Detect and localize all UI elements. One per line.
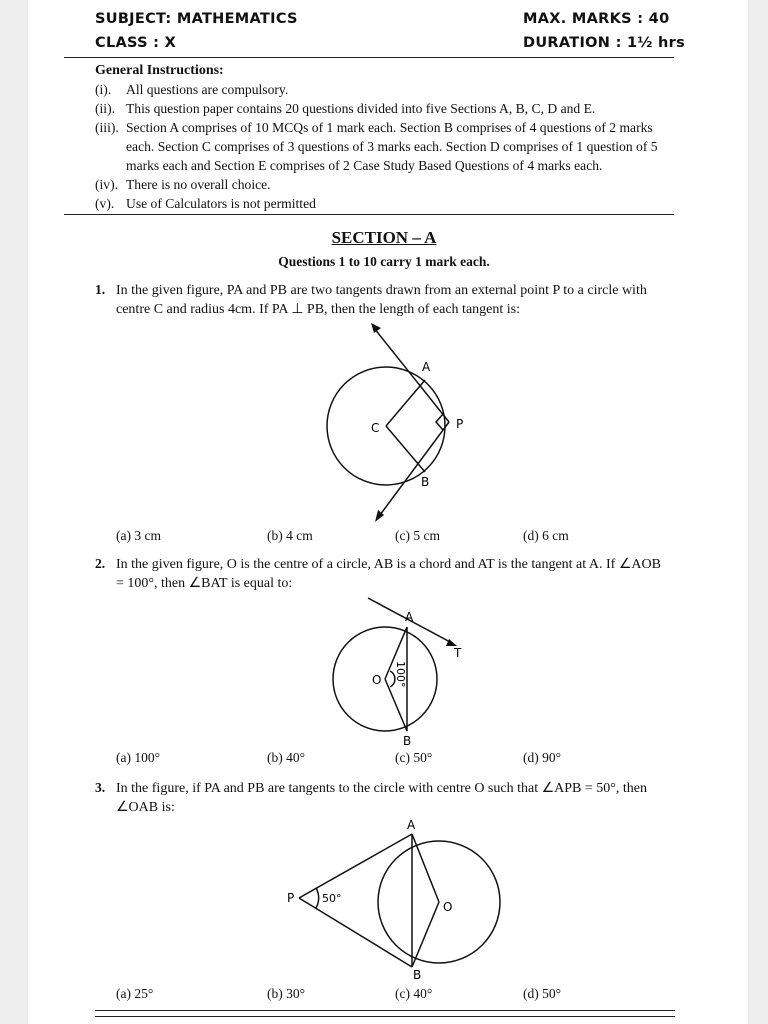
option-d: (d) 6 cm — [523, 528, 569, 543]
label-o: O — [443, 900, 453, 914]
instructions-title: General Instructions: — [95, 63, 224, 78]
footer-divider-top — [95, 1010, 675, 1011]
question-number: 2. — [95, 556, 106, 571]
label-t: T — [454, 646, 462, 660]
option-b: (b) 4 cm — [267, 528, 313, 543]
question-number: 3. — [95, 780, 106, 795]
option-c: (c) 50° — [395, 750, 433, 765]
instruction-num: (v). — [95, 196, 115, 211]
instruction-text: Use of Calculators is not permitted — [126, 196, 316, 211]
question-text: In the given figure, O is the centre of a circle, AB is a chord and AT is the tangent at A. If ∠AOB — [116, 557, 661, 572]
question-number: 1. — [95, 282, 106, 297]
option-d: (d) 90° — [523, 750, 562, 765]
instruction-text: All questions are compulsory. — [126, 82, 289, 97]
label-p: P — [456, 417, 464, 431]
option-a: (a) 3 cm — [116, 528, 161, 543]
instruction-num: (iv). — [95, 177, 119, 192]
question-text: In the given figure, PA and PB are two tangents drawn from an external point P to a circle with — [116, 283, 647, 298]
instruction-text: Section A comprises of 10 MCQs of 1 mark each. Section B comprises of 4 questions of 2 marks — [126, 120, 653, 135]
option-c: (c) 5 cm — [395, 528, 440, 543]
angle-label: 50° — [322, 892, 342, 905]
subject-label: SUBJECT: MATHEMATICS — [95, 11, 298, 27]
instruction-num: (ii). — [95, 101, 116, 116]
option-c: (c) 40° — [395, 986, 433, 1001]
question-text: centre C and radius 4cm. If PA ⊥ PB, then the length of each tangent is: — [116, 302, 520, 317]
instructions-divider — [64, 214, 674, 215]
label-o: O — [372, 673, 382, 687]
footer-divider-bottom — [95, 1016, 675, 1017]
label-c: C — [371, 421, 380, 435]
label-b: B — [421, 475, 430, 489]
max-marks-label: MAX. MARKS : 40 — [523, 11, 670, 27]
option-b: (b) 40° — [267, 750, 306, 765]
section-subtitle: Questions 1 to 10 carry 1 mark each. — [278, 254, 490, 269]
section-title: SECTION – A — [331, 228, 437, 247]
label-a: A — [405, 610, 414, 624]
option-a: (a) 100° — [116, 750, 161, 765]
question-text: ∠OAB is: — [116, 800, 175, 815]
class-label: CLASS : X — [95, 35, 177, 51]
label-b: B — [403, 734, 412, 748]
option-b: (b) 30° — [267, 986, 306, 1001]
duration-label: DURATION : 1½ hrs — [523, 35, 686, 51]
angle-label: 100° — [394, 661, 407, 688]
instruction-text: each. Section C comprises of 3 questions of 3 marks each. Section D comprises of 1 question of 5 — [126, 139, 658, 154]
instruction-text: marks each and Section E comprises of 2 Case Study Based Questions of 4 marks each. — [126, 158, 603, 173]
instruction-text: This question paper contains 20 questions divided into five Sections A, B, C, D and E. — [126, 101, 596, 116]
instruction-num: (iii). — [95, 120, 119, 135]
label-b: B — [413, 968, 422, 982]
option-d: (d) 50° — [523, 986, 562, 1001]
label-a: A — [422, 360, 431, 374]
label-p: P — [287, 891, 295, 905]
question-text: In the figure, if PA and PB are tangents to the circle with centre O such that ∠APB = 50°, then — [116, 781, 647, 796]
question-text: = 100°, then ∠BAT is equal to: — [116, 576, 293, 591]
instruction-num: (i). — [95, 82, 112, 97]
option-a: (a) 25° — [116, 986, 154, 1001]
label-a: A — [407, 818, 416, 832]
instruction-text: There is no overall choice. — [126, 177, 271, 192]
header-divider — [64, 57, 674, 58]
